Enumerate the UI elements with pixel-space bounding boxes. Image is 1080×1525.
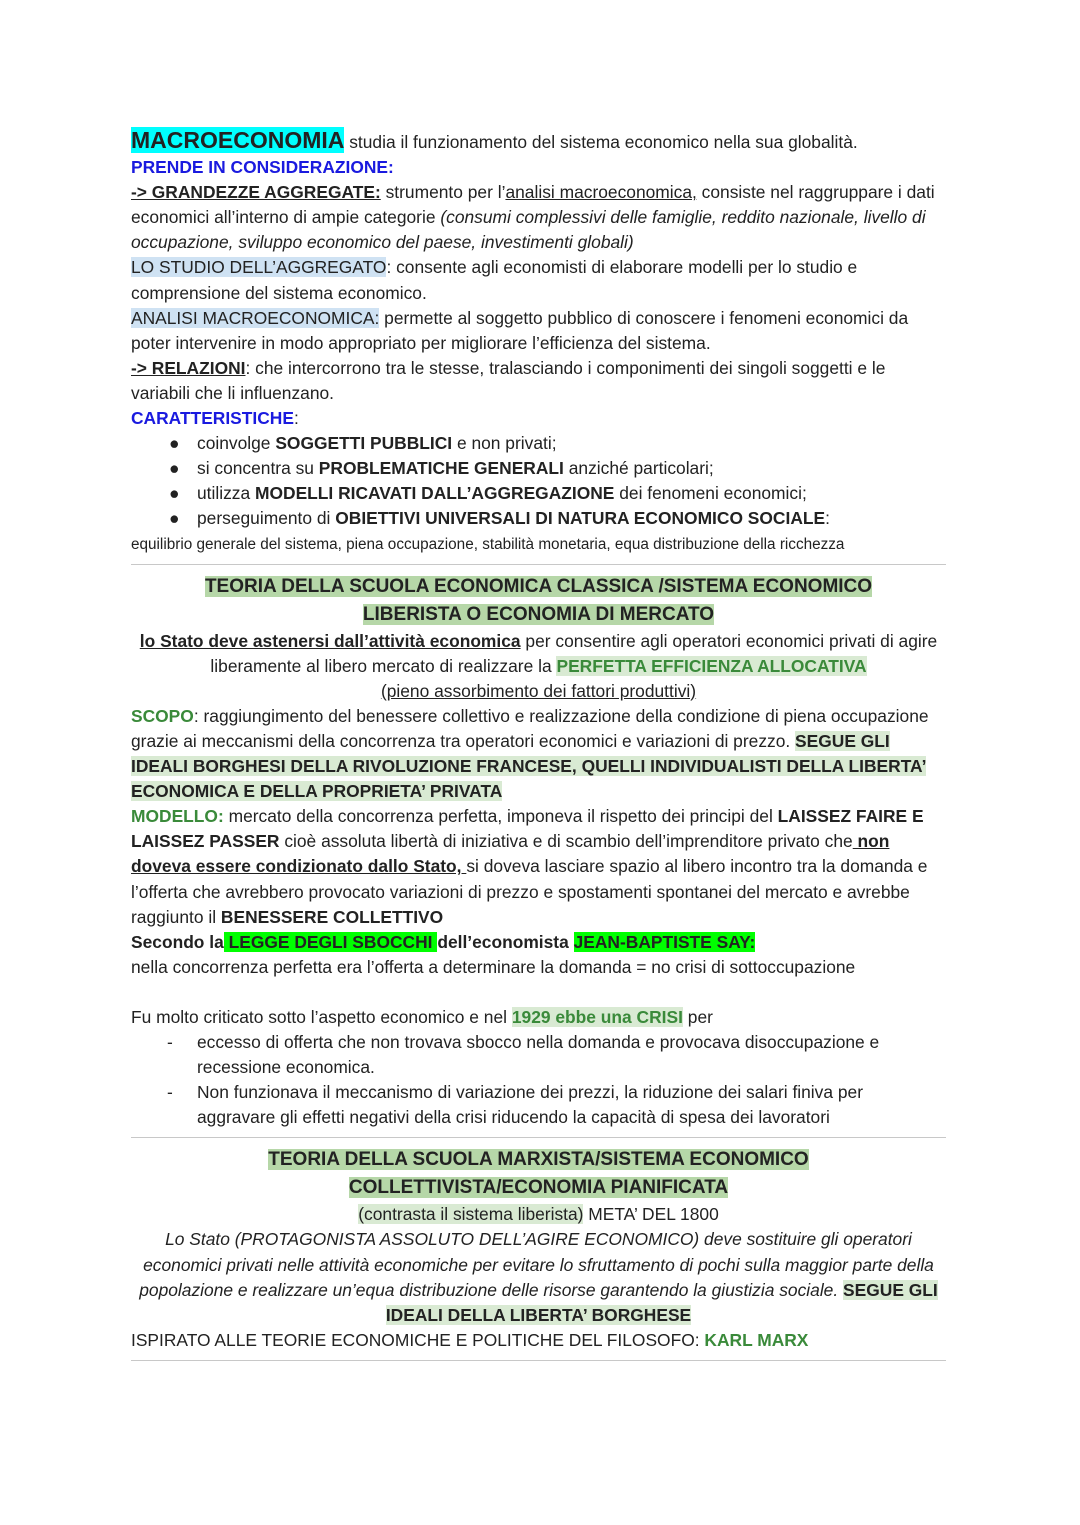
- non-condizionato: non doveva essere condizionato dallo Stato,: [131, 831, 890, 877]
- item-text-end: anziché particolari;: [563, 458, 714, 479]
- caratteristiche-label: CARATTERISTICHE: [131, 408, 294, 429]
- scopo-paragraph: [131, 704, 946, 804]
- macroeconomia-term: MACROECONOMIA: [131, 127, 345, 153]
- grandezze-paragraph: [131, 180, 946, 255]
- document-page: [131, 128, 946, 1369]
- list-item: [161, 1080, 946, 1130]
- criticato-paragraph: [131, 1005, 946, 1030]
- ispirato-paragraph: [131, 1328, 946, 1353]
- list-item: [161, 481, 946, 506]
- stato-text: per consentire agli operatori economici privati di agire liberamente al libero mercato di realizzare la: [210, 630, 938, 676]
- item-text: si concentra su: [197, 458, 319, 479]
- grandezze-text-2: consiste nel raggruppare i dati economici all’interno di ampie categorie: [131, 182, 935, 228]
- ispirato-text: ISPIRATO ALLE TEORIE ECONOMICHE E POLITICHE DEL FILOSOFO:: [131, 1329, 705, 1350]
- equilibrio-text: equilibrio generale del sistema, piena occupazione, stabilità monetaria, equa distribuzione della ricchezza: [131, 535, 845, 553]
- modello-text: mercato della concorrenza perfetta, imponeva il rispetto dei principi del: [223, 806, 778, 827]
- relazioni-label: -> RELAZIONI: [131, 357, 246, 378]
- marxista-title: [131, 1146, 946, 1202]
- list-item: [161, 1030, 946, 1080]
- classica-title-line2: LIBERISTA O ECONOMIA DI MERCATO: [362, 603, 715, 625]
- laissez-faire: LAISSEZ FAIRE E LAISSEZ PASSER: [131, 806, 924, 852]
- relazioni-text: : che intercorrono tra le stesse, tralasciando i componimenti dei singoli soggetti e le variabili che li influenzano.: [131, 357, 886, 403]
- studio-paragraph: [131, 255, 946, 305]
- contrasta-text: (contrasta il sistema liberista): [358, 1204, 584, 1225]
- criticato-text: Fu molto criticato sotto l’aspetto economico e nel: [131, 1006, 512, 1027]
- marxista-title-line2: COLLETTIVISTA/ECONOMIA PIANIFICATA: [348, 1177, 729, 1199]
- bullet-icon: ●: [169, 483, 180, 504]
- criticato-text-2: per: [682, 1006, 713, 1027]
- secondo-la: Secondo la: [131, 931, 224, 952]
- grandezze-text: strumento per l’: [380, 182, 506, 203]
- grandezze-label: -> GRANDEZZE AGGREGATE:: [131, 182, 381, 203]
- item-text: eccesso di offerta che non trovava sbocco nella domanda e provocava disoccupazione e recessione economica.: [197, 1032, 880, 1078]
- say-text: nella concorrenza perfetta era l’offerta a determinare la domanda = no crisi di sottoccupazione: [131, 956, 856, 977]
- analisi-paragraph: [131, 306, 946, 356]
- divider: [131, 564, 946, 565]
- stato-protagonista: Lo Stato (PROTAGONISTA ASSOLUTO DELL’AGIRE ECONOMICO) deve sostituire gli operatori economici privati nelle attività economiche per evitare lo sfruttamento di pochi sulla maggior parte della popolazione e realizzare un’equa distribuzione delle risorse garantendo la giustizia sociale.: [139, 1229, 934, 1300]
- caratteristiche-list: [131, 431, 946, 531]
- benessere-collettivo: BENESSERE COLLETTIVO: [220, 906, 444, 927]
- relazioni-paragraph: [131, 356, 946, 406]
- item-bold: OBIETTIVI UNIVERSALI DI NATURA ECONOMICO SOCIALE: [335, 508, 826, 529]
- item-bold: SOGGETTI PUBBLICI: [275, 433, 453, 454]
- list-item: [161, 431, 946, 456]
- item-text: perseguimento di: [197, 508, 336, 529]
- item-text: utilizza: [197, 483, 255, 504]
- item-text: Non funzionava il meccanismo di variazione dei prezzi, la riduzione dei salari finiva per aggravare gli effetti negativi della crisi riducendo la capacità di spesa dei lavoratori: [197, 1082, 864, 1128]
- divider: [131, 1137, 946, 1138]
- spacer: [131, 980, 946, 1005]
- modello-text-3: si doveva lasciare spazio al libero incontro tra la domanda e l’offerta che avrebbero provocato variazioni di prezzo e spostamenti spontanei del mercato e avrebbe raggiunto il: [131, 856, 928, 927]
- legge-sbocchi: LEGGE DEGLI SBOCCHI: [223, 931, 438, 952]
- karl-marx: KARL MARX: [704, 1329, 809, 1350]
- item-text-end: dei fenomeni economici;: [614, 483, 807, 504]
- pieno-assorbimento: (pieno assorbimento dei fattori produttivi): [380, 680, 697, 701]
- analisi-link-text: analisi macroeconomica,: [505, 182, 697, 203]
- analisi-text: permette al soggetto pubblico di conoscere i fenomeni economici da poter intervenire in modo appropriato per migliorare l’efficienza del sistema.: [131, 307, 909, 353]
- bullet-icon: ●: [169, 458, 180, 479]
- grandezze-examples: (consumi complessivi delle famiglie, reddito nazionale, livello di occupazione, sviluppo economico del paese, investimenti globali): [131, 207, 926, 253]
- scopo-label: SCOPO: [131, 705, 194, 726]
- modello-paragraph: [131, 804, 946, 929]
- marxista-title-line1: TEORIA DELLA SCUOLA MARXISTA/SISTEMA ECONOMICO: [268, 1149, 809, 1171]
- intro-paragraph: [131, 128, 946, 155]
- classica-title-line1: TEORIA DELLA SCUOLA ECONOMICA CLASSICA /SISTEMA ECONOMICO: [204, 575, 873, 597]
- efficienza-allocativa: PERFETTA EFFICIENZA ALLOCATIVA: [556, 655, 867, 676]
- item-text-end: e non privati;: [452, 433, 557, 454]
- list-item: [161, 506, 946, 531]
- crisi-list: [131, 1030, 946, 1130]
- crisi-1929: 1929 ebbe una CRISI: [511, 1006, 683, 1027]
- studio-label: LO STUDIO DELL’AGGREGATO: [131, 257, 387, 278]
- ideali-liberta: SEGUE GLI IDEALI DELLA LIBERTA’ BORGHESE: [385, 1279, 938, 1325]
- divider: [131, 1360, 946, 1361]
- modello-label: MODELLO:: [131, 806, 224, 827]
- dash-icon: -: [167, 1032, 173, 1052]
- stato-astenersi: lo Stato deve astenersi dall’attività economica: [139, 630, 521, 651]
- bullet-icon: ●: [169, 433, 180, 454]
- modello-text-2: cioè assoluta libertà di iniziativa e di scambio dell’imprenditore privato che: [279, 831, 853, 852]
- dash-icon: -: [167, 1082, 173, 1103]
- marxista-subtitle: [131, 1202, 946, 1227]
- list-item: [161, 456, 946, 481]
- caratteristiche-heading: [131, 406, 946, 431]
- meta-1800: META’ DEL 1800: [583, 1204, 719, 1225]
- prende-heading: PRENDE IN CONSIDERAZIONE:: [131, 157, 394, 178]
- studio-text: : consente agli economisti di elaborare modelli per lo studio e comprensione del sistema economico.: [131, 257, 858, 303]
- economista-text: dell’economista: [437, 931, 574, 952]
- caratteristiche-colon: :: [293, 408, 299, 429]
- item-bold: PROBLEMATICHE GENERALI: [318, 458, 564, 479]
- item-text: coinvolge: [197, 433, 276, 454]
- scopo-text: : raggiungimento del benessere collettivo e realizzazione della condizione di piena occupazione grazie ai meccanismi della concorrenza tra operatori economici e variazioni di prezzo.: [131, 705, 929, 751]
- classica-stato-paragraph: [131, 629, 946, 704]
- marxista-stato-paragraph: [131, 1227, 946, 1327]
- item-bold: MODELLI RICAVATI DALL’AGGREGAZIONE: [255, 483, 615, 504]
- say-paragraph: [131, 930, 946, 955]
- macroeconomia-definition: studia il funzionamento del sistema economico nella sua globalità.: [344, 132, 858, 152]
- jean-baptiste-say: JEAN-BAPTISTE SAY:: [573, 931, 756, 952]
- item-text-end: :: [825, 508, 830, 529]
- classica-title: [131, 573, 946, 629]
- analisi-label: ANALISI MACROECONOMICA:: [131, 307, 380, 328]
- bullet-icon: ●: [169, 508, 180, 529]
- ideali-borghesi: SEGUE GLI IDEALI BORGHESI DELLA RIVOLUZIONE FRANCESE, QUELLI INDIVIDUALISTI DELLA LIBERTA’ ECONOMICA E DELLA PROPRIETA’ PRIVATA: [131, 730, 927, 802]
